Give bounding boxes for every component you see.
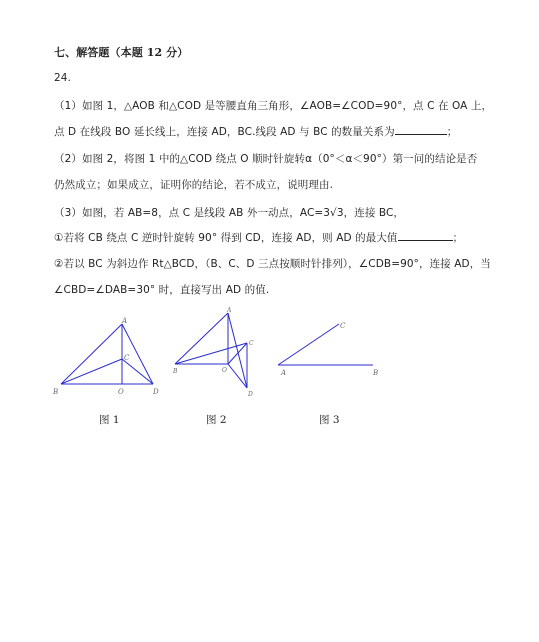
figure-3 [272,315,388,380]
fig2-label-b: B [173,368,178,375]
figure-2-caption: 图 2 [206,414,227,426]
part3-sub2-line2: ∠CBD=∠DAB=30° 时，直接写出 AD 的值. [54,284,270,296]
section-heading: 七、解答题（本题 12 分） [54,46,189,59]
figure-1-caption: 图 1 [99,414,120,426]
part3-sub2-line1: ②若以 BC 为斜边作 Rt△BCD，（B、C、D 三点按顺时针排列），∠CDB=90°，连接 AD，当 [54,258,491,270]
part3-sub1-end: ； [452,232,464,244]
fig2-label-c: C [249,340,254,347]
figure-2 [170,306,262,398]
figure-3-caption: 图 3 [319,414,340,426]
part3-line1: （3）如图，若 AB=8，点 C 是线段 AB 外一动点，AC=3√3，连接 BC， [54,207,405,219]
fig3-segment-ac [278,324,339,365]
part1-line2 [54,124,457,139]
fig1-label-c: C [124,354,130,362]
fig2-label-a: A [227,307,232,314]
fig1-label-o: O [118,388,124,396]
fig1-label-a: A [122,317,128,325]
fig1-label-d: D [153,388,159,396]
part1-line1: （1）如图 1，△AOB 和△COD 是等腰直角三角形，∠AOB=∠COD=90°，点 C 在 OA 上， [54,100,493,112]
question-number: 24. [54,72,71,84]
part1-line2-text: 点 D 在线段 BO 延长线上，连接 AD，BC.线段 AD 与 BC 的数量关系为 [54,126,395,138]
part3-sub1 [54,230,463,245]
answer-blank-2[interactable] [398,230,453,241]
fig1-label-b: B [53,388,59,396]
figure-1 [52,315,168,397]
fig2-label-o: O [222,367,227,374]
fig3-label-b: B [373,369,379,377]
fig2-label-d: D [248,391,253,398]
part2-line1: （2）如图 2，将图 1 中的△COD 绕点 O 顺时针旋转α（0°＜α＜90°）第一问的结论是否 [54,153,478,165]
fig1-segment-bc [61,359,122,384]
fig3-label-c: C [340,322,346,330]
part1-line2-end: ； [446,126,458,138]
part3-sub1-text: ①若将 CB 绕点 C 逆时针旋转 90° 得到 CD，连接 AD，则 AD 的最大值 [54,232,398,244]
part2-line2: 仍然成立；如果成立，证明你的结论，若不成立，说明理由. [54,179,334,191]
answer-blank-1[interactable] [395,124,447,135]
fig3-label-a: A [281,369,287,377]
fig1-segment-cd [122,359,153,384]
fig1-segment-ab [61,324,122,384]
